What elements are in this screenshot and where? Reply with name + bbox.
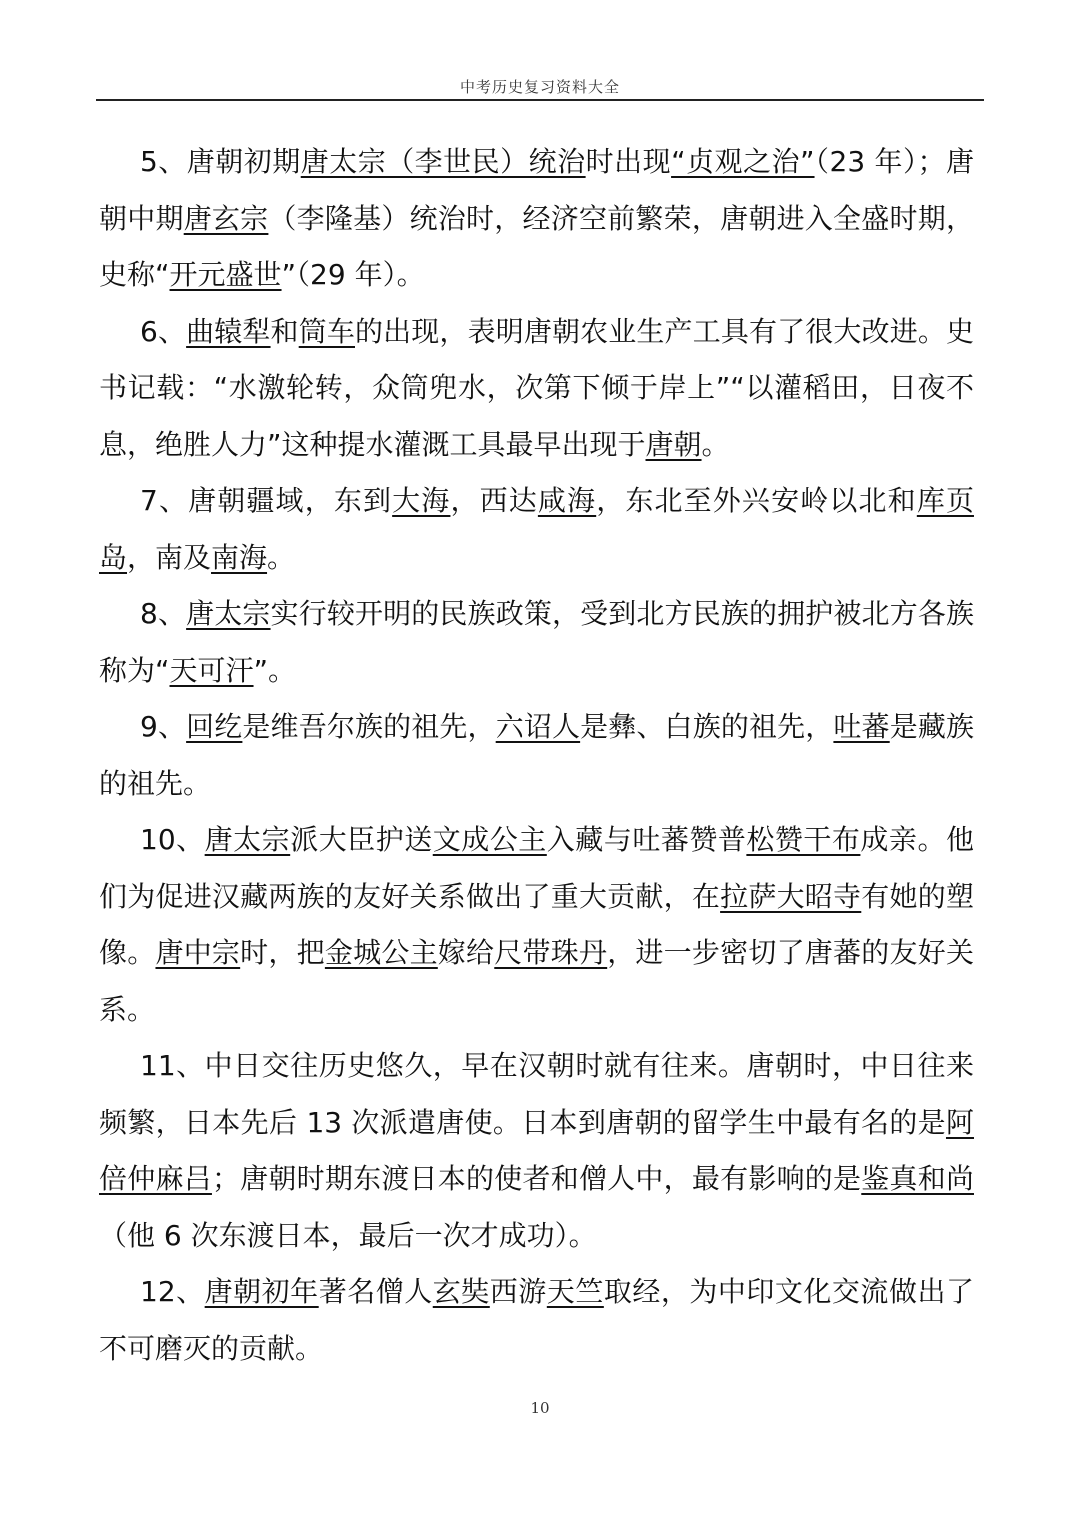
underlined-key-term: 咸海 (537, 484, 597, 517)
paragraph-text: ；唐朝时期东渡日本的使者和僧人中，最有影响的是 (211, 1162, 862, 1195)
paragraph-text: 是藏族的祖先。 (99, 710, 974, 800)
underlined-key-term: 唐太宗（李世民）统治 (300, 145, 586, 178)
paragraph-text: 入藏与吐蕃赞普 (546, 823, 747, 856)
underlined-key-term: 筒车 (298, 314, 355, 348)
paragraph-text: 时，把 (240, 936, 325, 969)
paragraph-text: 。 (701, 427, 730, 461)
paragraph-text: 5、唐朝初期 (140, 145, 301, 178)
paragraph-item-7 (99, 473, 974, 586)
underlined-key-term: 六诏人 (495, 710, 581, 743)
paragraph-text: 是维吾尔族的祖先， (242, 710, 496, 743)
paragraph-item-9 (99, 699, 974, 812)
paragraph-text: （23 年）；唐朝中期 (99, 145, 974, 235)
paragraph-item-11 (99, 1038, 974, 1264)
page-number: 10 (530, 1399, 550, 1417)
underlined-key-term: 唐太宗 (204, 823, 291, 856)
paragraph-text: 6、 (140, 314, 187, 348)
underlined-key-term: 拉萨大昭寺 (720, 879, 862, 913)
paragraph-text: ”。 (253, 653, 297, 687)
paragraph-text: 实行较开明的民族政策，受到北方民族的拥护被北方各族称为“ (99, 597, 974, 687)
underlined-key-term: 唐玄宗 (183, 201, 269, 235)
underlined-key-term: 金城公主 (324, 936, 438, 969)
paragraph-text: ，进一步密切了唐蕃的友好关系。 (99, 936, 974, 1026)
underlined-key-term: “贞观之治” (671, 145, 815, 178)
underlined-key-term: 南海 (211, 540, 268, 574)
paragraph-text: 和 (270, 314, 299, 348)
paragraph-text: 著名僧人 (318, 1275, 433, 1308)
paragraph-text: 。 (267, 540, 296, 574)
paragraph-text: 有她的塑像。 (99, 879, 974, 969)
paragraph-item-6 (99, 304, 974, 474)
paragraph-item-8 (99, 586, 974, 699)
underlined-key-term: 玄奘 (432, 1275, 490, 1308)
paragraph-text: 取经，为中印文化交流做出了不可磨灭的贡献。 (99, 1275, 974, 1365)
paragraph-text: 8、 (140, 597, 187, 630)
underlined-key-term: 大海 (392, 484, 451, 517)
paragraph-item-12 (99, 1264, 974, 1377)
paragraph-text: ，西达 (450, 484, 538, 517)
paragraph-text: 时出现 (585, 145, 672, 178)
underlined-key-term: 吐蕃 (833, 710, 890, 743)
paragraph-text: 西游 (489, 1275, 547, 1308)
underlined-key-term: 曲辕犁 (186, 314, 271, 348)
paragraph-item-10 (99, 812, 974, 1038)
paragraph-text: （李隆基）统治时，经济空前繁荣，唐朝进入全盛时期，史称“ (99, 201, 974, 291)
underlined-key-term: 松赞干布 (746, 823, 861, 856)
underlined-key-term: 回纥 (186, 710, 243, 743)
paragraph-text: 9、 (140, 710, 187, 743)
paragraph-text: 是彝、白族的祖先， (580, 710, 834, 743)
underlined-key-term: 唐朝初年 (204, 1275, 319, 1308)
underlined-key-term: 唐中宗 (155, 936, 241, 969)
paragraph-text: ”（29 年）。 (281, 258, 425, 291)
paragraph-text: 7、唐朝疆域，东到 (140, 484, 393, 517)
underlined-key-term: 天竺 (546, 1275, 604, 1308)
underlined-key-term: 唐朝 (645, 427, 702, 461)
underlined-key-term: 唐太宗 (186, 597, 271, 630)
underlined-key-term: 开元盛世 (169, 258, 282, 291)
paragraph-text: 11、中日交往历史悠久，早在汉朝时就有往来。唐朝时，中日往来频繁，日本先后 13 次派遣唐使。日本到唐朝的留学生中最有名的是 (99, 1049, 974, 1139)
document-body (99, 134, 974, 1377)
paragraph-text: ，东北至外兴安岭以北和 (596, 484, 917, 517)
paragraph-text: 成亲。他们为促进汉藏两族的友好关系做出了重大贡献，在 (99, 823, 974, 913)
page-header-title: 中考历史复习资料大全 (459, 78, 620, 96)
header-divider (96, 99, 984, 101)
paragraph-text: （他 6 次东渡日本，最后一次才成功）。 (99, 1218, 597, 1252)
underlined-key-term: 天可汗 (169, 653, 254, 687)
paragraph-text: 12、 (140, 1275, 205, 1308)
underlined-key-term: 文成公主 (432, 823, 547, 856)
paragraph-item-5 (99, 134, 974, 304)
underlined-key-term: 尺带珠丹 (494, 936, 608, 969)
paragraph-text: 派大臣护送 (290, 823, 433, 856)
paragraph-text: 的出现，表明唐朝农业生产工具有了很大改进。史书记载：“水激轮转，众筒兜水，次第下倾于岸上”“以灌稻田，日夜不息，绝胜人力”这种提水灌溉工具最早出现于 (99, 314, 974, 461)
paragraph-text: 嫁给 (437, 936, 495, 969)
underlined-key-term: 阿倍仲麻吕 (99, 1105, 974, 1195)
underlined-key-term: 鉴真和尚 (861, 1162, 974, 1195)
paragraph-text: ，南及 (127, 540, 212, 574)
paragraph-text: 10、 (140, 823, 205, 856)
underlined-key-term: 库页岛 (99, 484, 974, 574)
